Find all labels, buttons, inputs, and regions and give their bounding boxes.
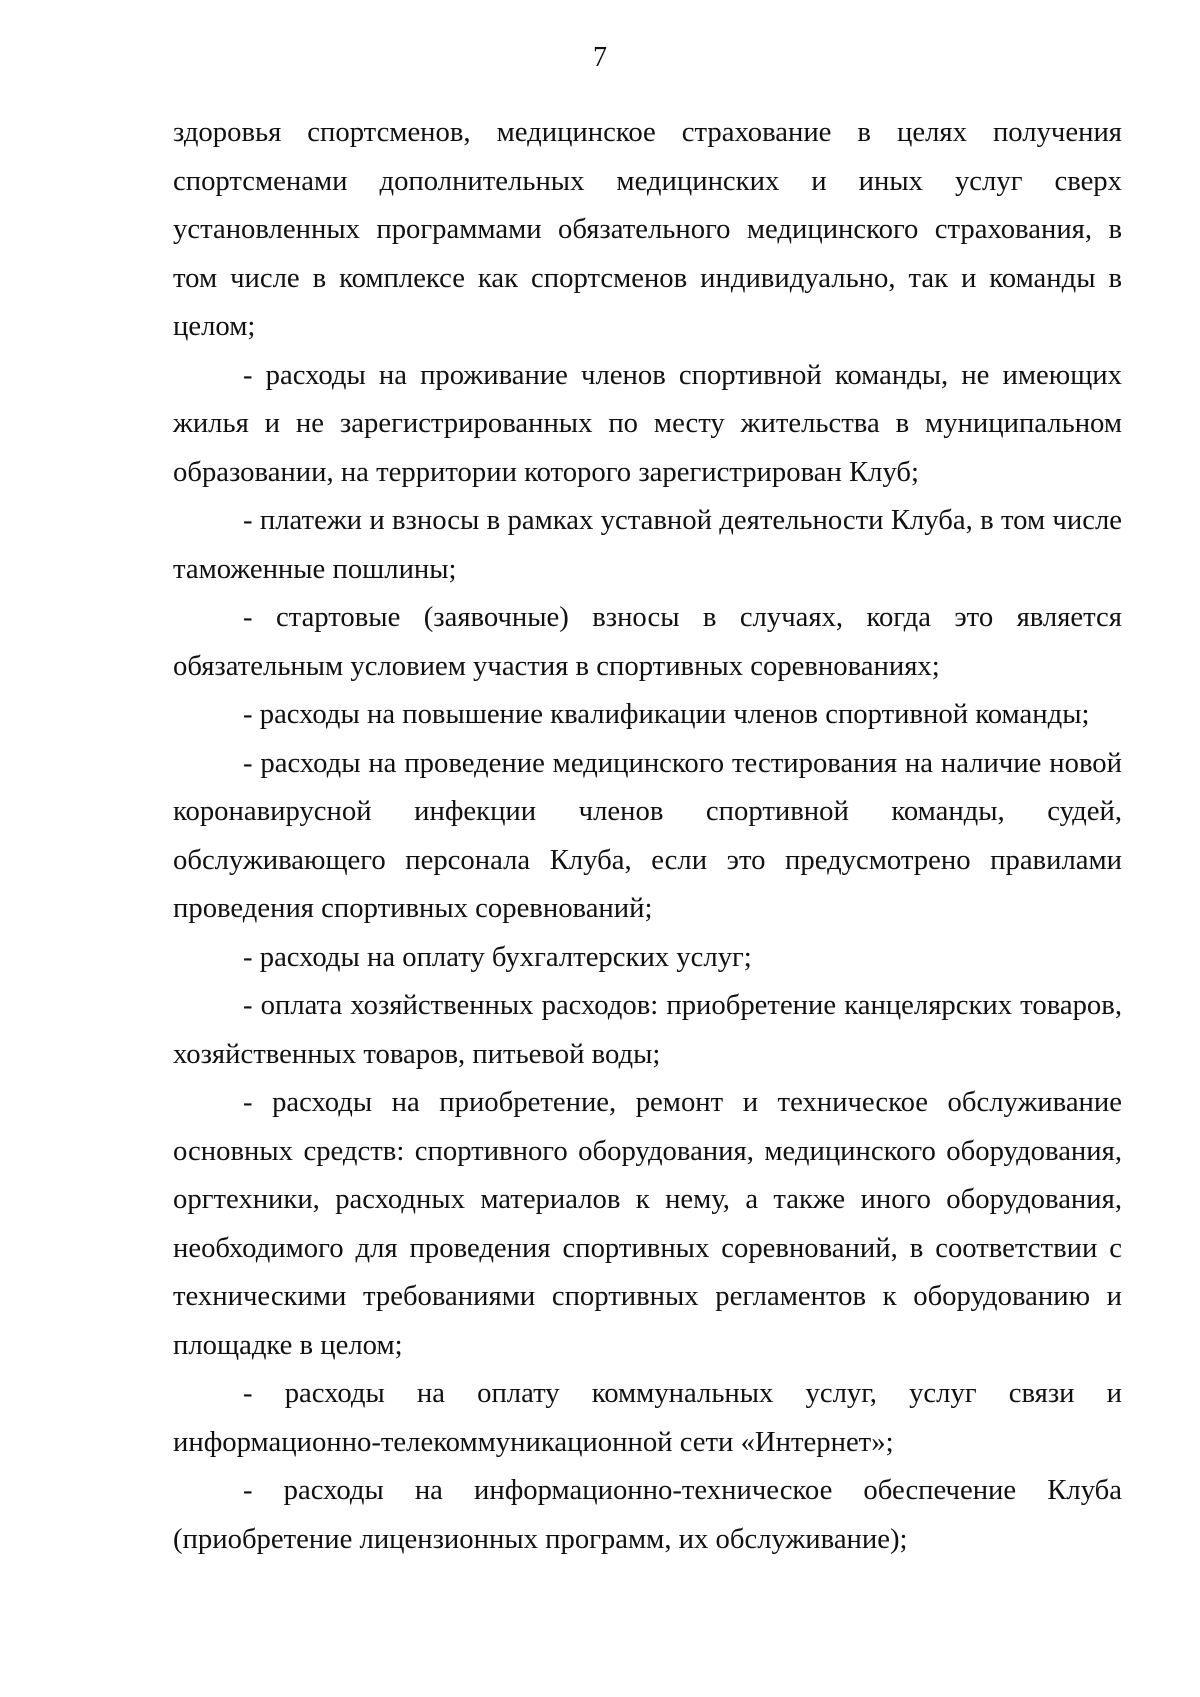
page-number: 7: [593, 42, 607, 73]
list-item-qualification-expenses: - расходы на повышение квалификации членов спортивной команды;: [243, 698, 1090, 730]
list-item-accommodation-expenses: - расходы на проживание членов спортивной команды, не имеющих жилья и не зарегистрированных по месту жительства в муниципальном образовании, на территории которого зарегистрирован Клуб;: [173, 358, 1122, 488]
paragraph-continuation: здоровья спортсменов, медицинское страхование в целях получения спортсменами дополнительных медицинских и иных услуг сверх установленных программами обязательного медицинского страхования, в том числе в комплексе как спортсменов индивидуально, так и команды в целом;: [173, 116, 1122, 342]
list-item-entry-fees: - стартовые (заявочные) взносы в случаях, когда это является обязательным условием участия в спортивных соревнованиях;: [173, 601, 1122, 682]
list-item-utilities-expenses: - расходы на оплату коммунальных услуг, услуг связи и информационно-телекоммуникационной сети «Интернет»;: [173, 1377, 1122, 1458]
list-item-household-expenses: - оплата хозяйственных расходов: приобретение канцелярских товаров, хозяйственных товаров, питьевой воды;: [173, 989, 1122, 1070]
list-item-accounting-services: - расходы на оплату бухгалтерских услуг;: [243, 940, 752, 973]
list-item-medical-testing: - расходы на проведение медицинского тестирования на наличие новой коронавирусной инфекции членов спортивной команды, судей, обслуживающего персонала Клуба, если это предусмотрено правилами проведения спортивных соревнований;: [173, 746, 1122, 924]
document-body: [173, 108, 1122, 1563]
list-item-equipment-expenses: - расходы на приобретение, ремонт и техническое обслуживание основных средств: спортивного оборудования, медицинского оборудования, оргтехники, расходных материалов к нему, а также иного оборудования, необходимого для проведения спортивных соревнований, в соответствии с техническими требованиями спортивных регламентов к оборудованию и площадке в целом;: [173, 1086, 1122, 1361]
list-item-it-support: - расходы на информационно-техническое обеспечение Клуба (приобретение лицензионных программ, их обслуживание);: [173, 1474, 1122, 1555]
list-item-payments-and-fees: - платежи и взносы в рамках уставной деятельности Клуба, в том числе таможенные пошлины;: [173, 504, 1122, 585]
